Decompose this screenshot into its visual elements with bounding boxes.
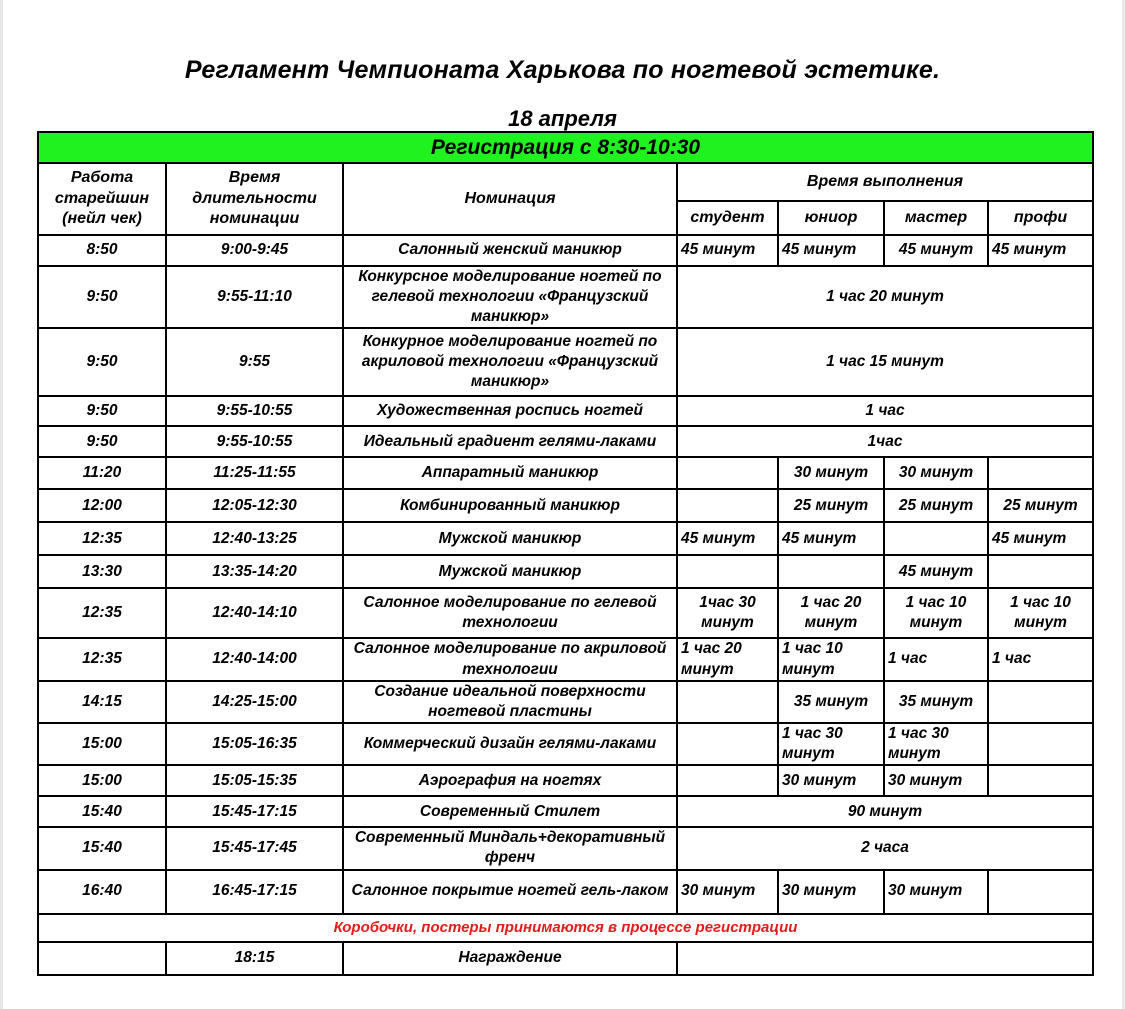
- junior-time-cell: 45 минут: [778, 522, 884, 555]
- award-time-cell: 18:15: [166, 942, 343, 975]
- award-execution-cell: [677, 942, 1093, 975]
- master-time-cell: 35 минут: [884, 681, 988, 723]
- nomination-cell: Мужской маникюр: [343, 522, 677, 555]
- table-row: [38, 723, 1093, 765]
- pro-time-cell: 45 минут: [988, 235, 1093, 266]
- duration-cell: 12:05-12:30: [166, 489, 343, 522]
- table-row: [38, 266, 1093, 328]
- pro-time-cell: [988, 681, 1093, 723]
- duration-cell: 9:55-11:10: [166, 266, 343, 328]
- student-time-cell: [677, 555, 778, 588]
- elders-time-cell: 15:00: [38, 765, 166, 796]
- pro-time-cell: [988, 555, 1093, 588]
- junior-time-cell: 25 минут: [778, 489, 884, 522]
- junior-time-cell: 30 минут: [778, 765, 884, 796]
- master-time-cell: 25 минут: [884, 489, 988, 522]
- nomination-cell: Салонное покрытие ногтей гель-лаком: [343, 870, 677, 914]
- duration-cell: 11:25-11:55: [166, 457, 343, 489]
- duration-cell: 15:45-17:15: [166, 796, 343, 827]
- duration-cell: 9:55: [166, 328, 343, 396]
- execution-time-all-cell: 1 час 15 минут: [677, 328, 1093, 396]
- student-time-cell: 45 минут: [677, 235, 778, 266]
- duration-cell: 12:40-13:25: [166, 522, 343, 555]
- duration-cell: 9:55-10:55: [166, 426, 343, 457]
- junior-time-cell: 30 минут: [778, 457, 884, 489]
- document-date: 18 апреля: [508, 106, 617, 131]
- student-time-cell: [677, 765, 778, 796]
- table-row: [38, 396, 1093, 426]
- table-row: [38, 870, 1093, 914]
- pro-time-cell: 45 минут: [988, 522, 1093, 555]
- header-master: мастер: [884, 201, 988, 235]
- junior-time-cell: 35 минут: [778, 681, 884, 723]
- table-row: [38, 522, 1093, 555]
- table-row: [38, 457, 1093, 489]
- student-time-cell: [677, 457, 778, 489]
- page-left-edge: [0, 0, 3, 1009]
- pro-time-cell: [988, 765, 1093, 796]
- duration-cell: 9:55-10:55: [166, 396, 343, 426]
- duration-cell: 9:00-9:45: [166, 235, 343, 266]
- duration-cell: 12:40-14:00: [166, 638, 343, 680]
- nomination-cell: Коммерческий дизайн гелями-лаками: [343, 723, 677, 765]
- nomination-cell: Аппаратный маникюр: [343, 457, 677, 489]
- table-row: [38, 555, 1093, 588]
- execution-time-all-cell: 1 час: [677, 396, 1093, 426]
- student-time-cell: [677, 723, 778, 765]
- header-student: студент: [677, 201, 778, 235]
- table-row: [38, 235, 1093, 266]
- nomination-cell: Салонный женский маникюр: [343, 235, 677, 266]
- master-time-cell: 1 час 30 минут: [884, 723, 988, 765]
- elders-time-cell: 16:40: [38, 870, 166, 914]
- master-time-cell: 45 минут: [884, 555, 988, 588]
- nomination-cell: Конкурсное моделирование ногтей по гелевой технологии «Французский маникюр»: [343, 266, 677, 328]
- nomination-cell: Конкурное моделирование ногтей по акриловой технологии «Французский маникюр»: [343, 328, 677, 396]
- student-time-cell: 30 минут: [677, 870, 778, 914]
- elders-time-cell: 12:35: [38, 522, 166, 555]
- elders-time-cell: 11:20: [38, 457, 166, 489]
- pro-time-cell: 1 час: [988, 638, 1093, 680]
- nomination-cell: Аэрография на ногтях: [343, 765, 677, 796]
- elders-time-cell: 9:50: [38, 426, 166, 457]
- table-row: [38, 765, 1093, 796]
- duration-cell: 13:35-14:20: [166, 555, 343, 588]
- nomination-cell: Современный Миндаль+декоративный френч: [343, 827, 677, 869]
- registration-banner: Регистрация с 8:30-10:30: [38, 132, 1093, 163]
- master-time-cell: 45 минут: [884, 235, 988, 266]
- table-row: [38, 638, 1093, 680]
- duration-cell: 16:45-17:15: [166, 870, 343, 914]
- table-row: [38, 827, 1093, 869]
- elders-time-cell: 15:40: [38, 796, 166, 827]
- header-pro: профи: [988, 201, 1093, 235]
- schedule-table: [37, 131, 1094, 976]
- student-time-cell: 1 час 20 минут: [677, 638, 778, 680]
- header-duration: Время длительности номинации: [166, 163, 343, 235]
- student-time-cell: [677, 681, 778, 723]
- master-time-cell: [884, 522, 988, 555]
- nomination-cell: Создание идеальной поверхности ногтевой пластины: [343, 681, 677, 723]
- nomination-cell: Художественная роспись ногтей: [343, 396, 677, 426]
- nomination-cell: Салонное моделирование по акриловой технологии: [343, 638, 677, 680]
- header-nomination: Номинация: [343, 163, 677, 235]
- elders-time-cell: 9:50: [38, 396, 166, 426]
- table-row: [38, 426, 1093, 457]
- execution-time-all-cell: 2 часа: [677, 827, 1093, 869]
- master-time-cell: 1 час: [884, 638, 988, 680]
- table-row: [38, 328, 1093, 396]
- table-row: [38, 681, 1093, 723]
- elders-time-cell: 9:50: [38, 328, 166, 396]
- elders-time-cell: 12:00: [38, 489, 166, 522]
- master-time-cell: 1 час 10 минут: [884, 588, 988, 638]
- student-time-cell: [677, 489, 778, 522]
- duration-cell: 14:25-15:00: [166, 681, 343, 723]
- table-row: [38, 914, 1093, 942]
- elders-time-cell: 14:15: [38, 681, 166, 723]
- header-elders: Работа старейшин (нейл чек): [38, 163, 166, 235]
- nomination-cell: Идеальный градиент гелями-лаками: [343, 426, 677, 457]
- document-title: Регламент Чемпионата Харькова по ногтевой эстетике.: [184, 56, 941, 84]
- execution-time-all-cell: 1час: [677, 426, 1093, 457]
- nomination-cell: Современный Стилет: [343, 796, 677, 827]
- header-execution-time: Время выполнения: [677, 163, 1093, 201]
- execution-time-all-cell: 90 минут: [677, 796, 1093, 827]
- pro-time-cell: [988, 457, 1093, 489]
- master-time-cell: 30 минут: [884, 765, 988, 796]
- student-time-cell: 1час 30 минут: [677, 588, 778, 638]
- junior-time-cell: 45 минут: [778, 235, 884, 266]
- elders-time-cell: 12:35: [38, 638, 166, 680]
- nomination-cell: Салонное моделирование по гелевой технологии: [343, 588, 677, 638]
- pro-time-cell: 25 минут: [988, 489, 1093, 522]
- pro-time-cell: [988, 723, 1093, 765]
- header-junior: юниор: [778, 201, 884, 235]
- pro-time-cell: [988, 870, 1093, 914]
- duration-cell: 15:45-17:45: [166, 827, 343, 869]
- elders-time-cell: 15:40: [38, 827, 166, 869]
- master-time-cell: 30 минут: [884, 870, 988, 914]
- duration-cell: 15:05-15:35: [166, 765, 343, 796]
- junior-time-cell: 1 час 30 минут: [778, 723, 884, 765]
- duration-cell: 12:40-14:10: [166, 588, 343, 638]
- junior-time-cell: 1 час 20 минут: [778, 588, 884, 638]
- elders-time-cell: 8:50: [38, 235, 166, 266]
- elders-time-cell: 15:00: [38, 723, 166, 765]
- elders-time-cell: 13:30: [38, 555, 166, 588]
- duration-cell: 15:05-16:35: [166, 723, 343, 765]
- student-time-cell: 45 минут: [677, 522, 778, 555]
- table-row: [38, 489, 1093, 522]
- master-time-cell: 30 минут: [884, 457, 988, 489]
- elders-time-cell: 12:35: [38, 588, 166, 638]
- pro-time-cell: 1 час 10 минут: [988, 588, 1093, 638]
- nomination-cell: Комбинированный маникюр: [343, 489, 677, 522]
- table-row: [38, 588, 1093, 638]
- nomination-cell: Мужской маникюр: [343, 555, 677, 588]
- award-elders-cell: [38, 942, 166, 975]
- junior-time-cell: [778, 555, 884, 588]
- junior-time-cell: 30 минут: [778, 870, 884, 914]
- table-row: [38, 796, 1093, 827]
- award-label-cell: Награждение: [343, 942, 677, 975]
- elders-time-cell: 9:50: [38, 266, 166, 328]
- table-row: [38, 942, 1093, 975]
- execution-time-all-cell: 1 час 20 минут: [677, 266, 1093, 328]
- registration-note: Коробочки, постеры принимаются в процессе регистрации: [38, 914, 1093, 942]
- junior-time-cell: 1 час 10 минут: [778, 638, 884, 680]
